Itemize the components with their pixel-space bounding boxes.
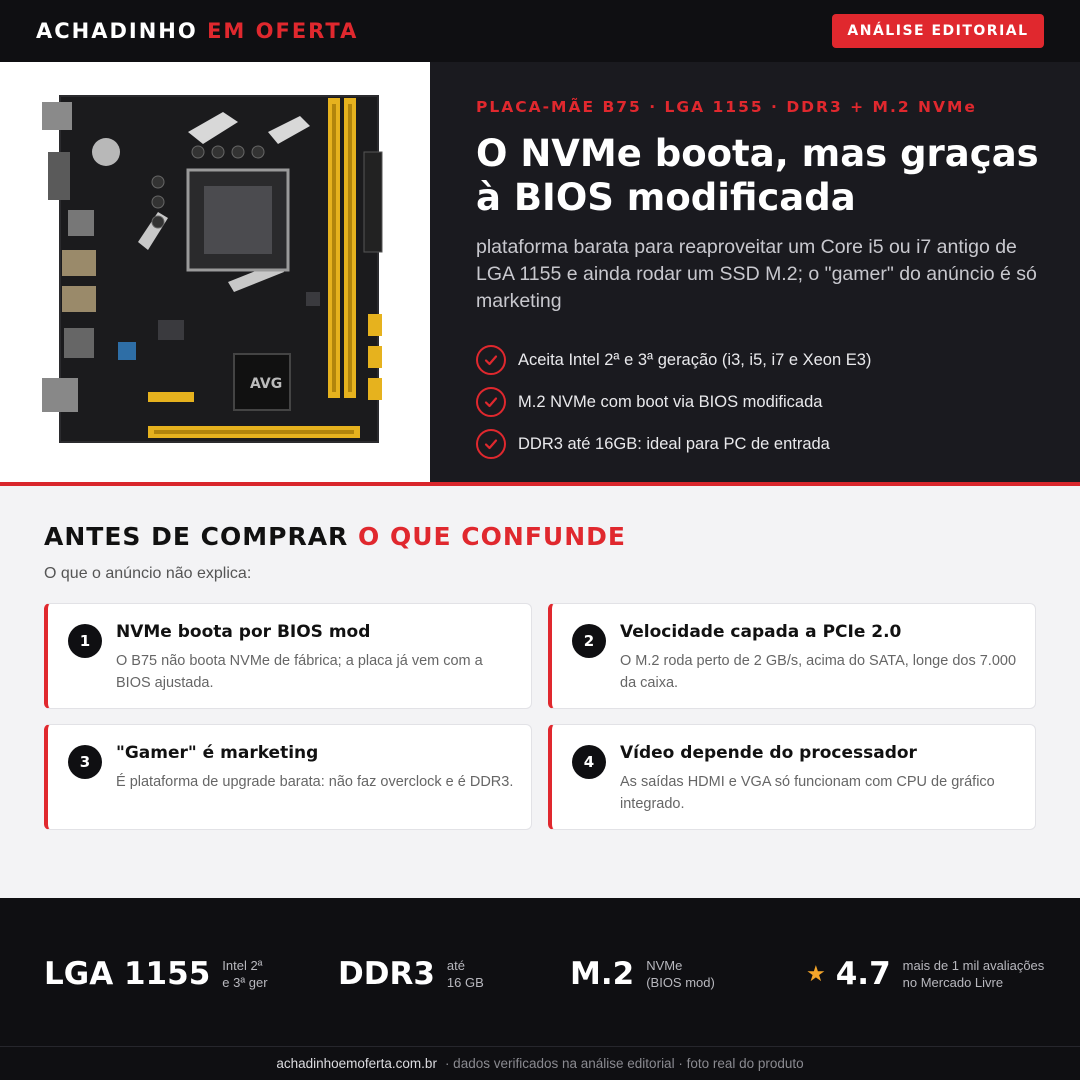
stat-storage [570,956,715,992]
stat-caption [903,957,1045,991]
section-title-accent: O QUE CONFUNDE [358,522,626,551]
stat-caption [646,957,715,991]
card-number: 4 [572,745,606,779]
check-circle-icon [476,429,506,459]
feature-list [476,339,1056,465]
check-circle-icon [476,387,506,417]
stat-socket [44,956,268,992]
stat-caption-line: NVMe [646,958,683,973]
site-link[interactable]: achadinhoemoferta.com.br [276,1056,437,1071]
feature-item [476,381,1056,423]
section-title-main: ANTES DE COMPRAR [44,522,349,551]
stat-memory [338,956,484,992]
product-image [0,62,430,482]
stat-caption-line: Intel 2ª [222,958,263,973]
info-card [548,724,1036,830]
motherboard-illustration [38,92,388,452]
card-title: "Gamer" é marketing [116,743,319,763]
stat-value: DDR3 [338,956,435,992]
feature-text: DDR3 até 16GB: ideal para PC de entrada [518,434,830,453]
hero-section [0,62,1080,482]
brand-main: ACHADINHO [36,19,198,43]
card-number: 1 [68,624,102,658]
stat-caption-line: (BIOS mod) [646,975,715,990]
feature-item [476,339,1056,381]
card-description: O M.2 roda perto de 2 GB/s, acima do SATA, longe dos 7.000 da caixa. [620,653,1017,691]
stat-rating [806,956,1044,992]
stat-caption [222,957,267,991]
card-title: Velocidade capada a PCIe 2.0 [620,622,902,642]
hero-text [476,98,1056,465]
info-card [548,603,1036,709]
check-circle-icon [476,345,506,375]
divider [0,482,1080,486]
editorial-badge[interactable]: ANÁLISE EDITORIAL [832,14,1044,48]
card-number: 2 [572,624,606,658]
stat-caption-line: 16 GB [446,975,484,990]
section-subtitle: O que o anúncio não explica: [44,565,252,582]
brand-accent: EM OFERTA [207,19,359,43]
card-description: O B75 não boota NVMe de fábrica; a placa já vem com a BIOS ajustada. [116,653,483,691]
subheadline: plataforma barata para reaproveitar um Core i5 ou i7 antigo de LGA 1155 e ainda rodar um SSD M.2; o "gamer" do anúncio é só marketing [476,236,1037,312]
card-title: Vídeo depende do processador [620,743,917,763]
stat-value: LGA 1155 [44,956,211,992]
stats-bar [0,898,1080,1046]
stat-value: M.2 [570,956,635,992]
footer-note: · dados verificados na análise editorial · foto real do produto [444,1056,804,1071]
card-description: É plataforma de upgrade barata: não faz overclock e é DDR3. [116,774,514,790]
section-title [44,522,626,551]
card-description: As saídas HDMI e VGA só funcionam com CPU de gráfico integrado. [620,774,995,812]
svg-text:AVG: AVG [250,376,283,392]
product-eyebrow: PLACA-MÃE B75 · LGA 1155 · DDR3 + M.2 NVMe [476,98,977,116]
brand-logo[interactable] [36,19,358,43]
stat-caption [447,957,484,991]
top-bar [0,0,1080,62]
card-title: NVMe boota por BIOS mod [116,622,371,642]
feature-item [476,423,1056,465]
info-card [44,603,532,709]
stat-caption-line: no Mercado Livre [902,975,1004,990]
stat-value: 4.7 [835,956,891,992]
card-number: 3 [68,745,102,779]
feature-text: M.2 NVMe com boot via BIOS modificada [518,392,823,411]
stat-caption-line: mais de 1 mil avaliações [902,958,1045,973]
stat-caption-line: e 3ª ger [222,975,268,990]
stat-caption-line: até [446,958,465,973]
footer [0,1046,1080,1080]
star-icon: ★ [806,961,826,987]
headline: O NVMe boota, mas graças à BIOS modificada [476,132,1039,219]
info-card [44,724,532,830]
feature-text: Aceita Intel 2ª e 3ª geração (i3, i5, i7 e Xeon E3) [518,350,872,369]
